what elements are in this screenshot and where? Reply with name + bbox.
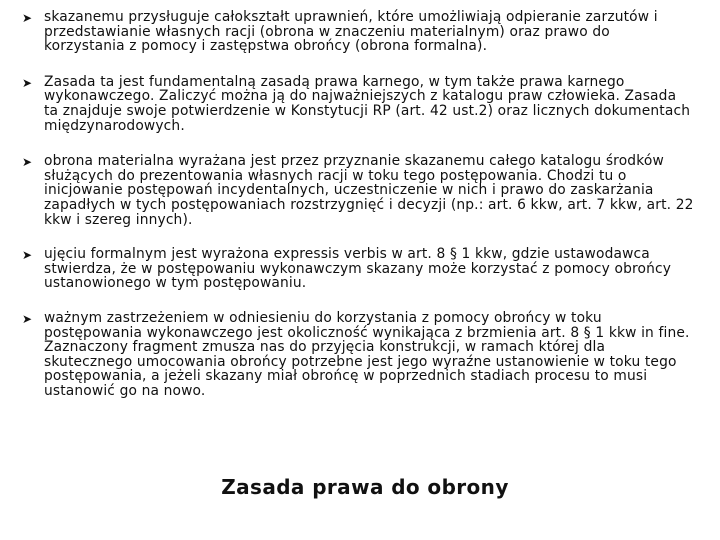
bullet-list [22, 10, 694, 419]
bullet-text: Zasada ta jest fundamentalną zasadą prawa karnego, w tym także prawa karnego wykonawczego. Zaliczyć można ją do najważniejszych z katalogu praw człowieka. Zasada ta znajduje swoje potwierdzenie w Konstytucji RP (art. 42 ust.2) oraz licznych dokumentach międzynarodowych. [44, 73, 691, 134]
right-arrow-bullet-icon: ➤ [22, 155, 33, 170]
bullet-text: obrona materialna wyrażana jest przez przyznanie skazanemu całego katalogu środków służących do prezentowania własnych racji w toku tego postępowania. Chodzi tu o inicjowanie postępowań incydentalnych, uczestniczenie w nich i prawo do zaskarżania zapadłych w tych postępowaniach rozstrzygnięć i decyzji (np.: art. 6 kkw, art. 7 kkw, art. 22 kkw i szereg innych). [44, 153, 694, 228]
right-arrow-bullet-icon: ➤ [22, 75, 33, 90]
bullet-item [22, 154, 694, 227]
bullet-item [22, 10, 694, 54]
bullet-item [22, 247, 694, 291]
bullet-item [22, 75, 694, 133]
slide-title: Zasada prawa do obrony [221, 475, 509, 499]
bullet-text: skazanemu przysługuje całokształt uprawnień, które umożliwiają odpieranie zarzutów i przedstawianie własnych racji (obrona w znaczeniu materialnym) oraz prawo do korzystania z pomocy i zastępstwa obrońcy (obrona formalna). [44, 9, 658, 55]
bullet-text: ważnym zastrzeżeniem w odniesieniu do korzystania z pomocy obrońcy w toku postępowania wykonawczego jest okoliczność wynikająca z brzmienia art. 8 § 1 kkw in fine. Zaznaczony fragment zmusza nas do przyjęcia konstrukcji, w ramach której dla skutecznego umocowania obrońcy potrzebne jest jego wyraźne ustanowienie w toku tego postępowania, a jeżeli skazany miał obrońcę w poprzednich stadiach procesu to musi ustanowić go na nowo. [44, 309, 690, 399]
bullet-item [22, 311, 694, 399]
right-arrow-bullet-icon: ➤ [22, 248, 33, 263]
bullet-text: ujęciu formalnym jest wyrażona expressis verbis w art. 8 § 1 kkw, gdzie ustawodawca stwierdza, że w postępowaniu wykonawczym skazany może korzystać z pomocy obrońcy ustanowionego w tym postępowaniu. [44, 246, 672, 292]
right-arrow-bullet-icon: ➤ [22, 311, 33, 326]
right-arrow-bullet-icon: ➤ [22, 11, 33, 25]
